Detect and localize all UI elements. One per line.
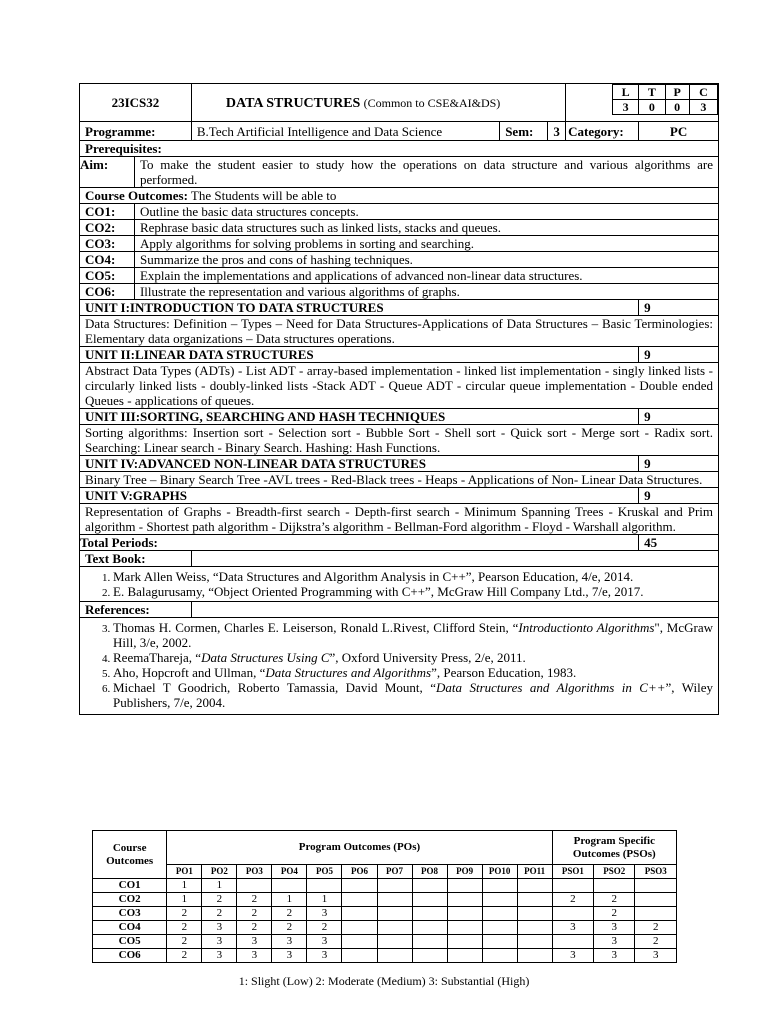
reference-publisher: ”, Oxford University Press, 2/e, 2011. [329, 650, 526, 665]
mapping-value: 3 [272, 949, 307, 963]
unit-hours: 9 [639, 300, 719, 316]
mapping-value: 3 [202, 949, 237, 963]
mapping-row [93, 879, 677, 893]
mapping-legend: 1: Slight (Low) 2: Moderate (Medium) 3: Substantial (High) [238, 974, 530, 988]
mapping-value: 3 [202, 935, 237, 949]
mapping-value: 1 [167, 893, 202, 907]
unit-hours: 9 [639, 347, 719, 363]
mapping-value [412, 879, 447, 893]
unit-content-row [80, 472, 719, 488]
mapping-value [517, 907, 552, 921]
unit-title: UNIT V:GRAPHS [80, 488, 639, 504]
co-header: Course Outcomes [93, 831, 167, 879]
mapping-value: 2 [594, 907, 635, 921]
mapping-value [482, 921, 517, 935]
reference-text: Michael T Goodrich, Roberto Tamassia, David Mount, “ [113, 680, 437, 695]
references-heading: References: [80, 602, 192, 618]
course-outcome-text: Summarize the pros and cons of hashing techniques. [134, 252, 718, 268]
reference-title: Introductionto Algorithms [518, 620, 655, 635]
mapping-value: 3 [307, 907, 342, 921]
reference-title: Data Structures and Algorithms in C++ [436, 680, 666, 695]
pso-header: Program Specific Outcomes (PSOs) [552, 831, 676, 865]
outcome-column-header: PO11 [517, 865, 552, 879]
mapping-value: 1 [307, 893, 342, 907]
mapping-value [342, 907, 377, 921]
mapping-value [237, 879, 272, 893]
reference-item [113, 650, 713, 665]
course-common-note: (Common to CSE&AI&DS) [363, 95, 501, 110]
course-outcome-row [80, 236, 719, 252]
mapping-value [517, 935, 552, 949]
mapping-value [635, 907, 677, 921]
outcome-column-header: PO4 [272, 865, 307, 879]
course-code: 23ICS32 [111, 95, 160, 110]
mapping-value [412, 893, 447, 907]
course-title: DATA STRUCTURES [225, 95, 361, 111]
mapping-value [482, 879, 517, 893]
mapping-value [412, 949, 447, 963]
mapping-value [635, 893, 677, 907]
category-label: Category: [566, 122, 639, 141]
reference-item [113, 680, 713, 710]
mapping-value: 2 [272, 921, 307, 935]
mapping-value [482, 935, 517, 949]
category-value: PC [639, 122, 719, 141]
course-outcome-code: CO1: [80, 204, 135, 220]
mapping-value: 3 [237, 949, 272, 963]
course-outcome-code: CO4: [80, 252, 135, 268]
outcome-column-header: PO5 [307, 865, 342, 879]
mapping-value [342, 893, 377, 907]
mapping-value: 2 [237, 907, 272, 921]
course-outcomes-label: Course Outcomes: [85, 188, 188, 203]
text-book-list [85, 569, 713, 599]
programme-value: B.Tech Artificial Intelligence and Data Science [191, 122, 499, 141]
mapping-value: 1 [202, 879, 237, 893]
mapping-co-label: CO1 [93, 879, 167, 893]
text-book-item: 1. Mark Allen Weiss, “Data Structures and Algorithm Analysis in C++”, Pearson Education, 4/e, 2014. [113, 569, 713, 584]
course-outcome-code: CO3: [80, 236, 135, 252]
total-periods-row [80, 535, 719, 551]
course-outcome-row [80, 252, 719, 268]
sem-value: 3 [548, 122, 566, 141]
ltpc-cell [566, 84, 719, 122]
unit-content: Representation of Graphs - Breadth-first search - Depth-first search - Minimum Spanning Trees - Kruskal and Prim algorithm - Shortest path algorithm - Dijkstra’s algorithm - Bellman-Ford algorithm - Floyd - Warshall algorithm. [80, 504, 719, 535]
course-outcome-row [80, 284, 719, 300]
unit-title: UNIT III:SORTING, SEARCHING AND HASH TECHNIQUES [80, 409, 639, 425]
mapping-value [412, 907, 447, 921]
mapping-value: 2 [167, 935, 202, 949]
outcome-column-header: PSO1 [552, 865, 593, 879]
ltpc-grid [612, 84, 718, 115]
mapping-value: 3 [202, 921, 237, 935]
mapping-value [342, 949, 377, 963]
mapping-value: 1 [167, 879, 202, 893]
course-outcome-code: CO5: [80, 268, 135, 284]
mapping-value [552, 879, 593, 893]
course-outcome-text: Outline the basic data structures concepts. [134, 204, 718, 220]
outcome-column-header: PO1 [167, 865, 202, 879]
mapping-value: 3 [635, 949, 677, 963]
mapping-value [447, 949, 482, 963]
ltpc-value: 3 [613, 100, 639, 115]
ltpc-header: P [665, 85, 689, 100]
mapping-value: 3 [552, 921, 593, 935]
unit-content: Sorting algorithms: Insertion sort - Selection sort - Bubble Sort - Shell sort - Quick sort - Merge sort - Radix sort. Searching: Linear search - Binary Search. Hashing: Hash Functions. [80, 425, 719, 456]
mapping-value: 2 [167, 949, 202, 963]
mapping-value [517, 879, 552, 893]
outcome-column-header: PO2 [202, 865, 237, 879]
mapping-value: 2 [635, 935, 677, 949]
mapping-value [594, 879, 635, 893]
unit-heading-row [80, 300, 719, 316]
outcome-column-header: PSO2 [594, 865, 635, 879]
prerequisites-label: Prerequisites: [80, 141, 719, 157]
mapping-value [517, 921, 552, 935]
text-book-list-cell [80, 567, 719, 602]
mapping-value: 3 [307, 949, 342, 963]
course-outcome-text: Illustrate the representation and various algorithms of graphs. [134, 284, 718, 300]
ltpc-header: T [639, 85, 665, 100]
ltpc-value: 0 [665, 100, 689, 115]
outcome-column-header: PSO3 [635, 865, 677, 879]
reference-title: Data Structures Using C [201, 650, 330, 665]
mapping-value: 1 [272, 893, 307, 907]
unit-content-row [80, 504, 719, 535]
mapping-co-label: CO4 [93, 921, 167, 935]
mapping-value [517, 949, 552, 963]
total-periods-label: Total Periods: [80, 535, 639, 551]
mapping-value: 3 [272, 935, 307, 949]
mapping-row [93, 935, 677, 949]
course-code-cell [80, 84, 192, 122]
course-outcome-text: Explain the implementations and applications of advanced non-linear data structures. [134, 268, 718, 284]
mapping-value: 2 [237, 893, 272, 907]
mapping-value [377, 921, 412, 935]
mapping-value [447, 935, 482, 949]
references-heading-row [80, 602, 719, 618]
course-outcomes-intro: The Students will be able to [187, 188, 337, 203]
co-po-mapping-table [92, 830, 677, 963]
mapping-value [342, 921, 377, 935]
ltpc-header: C [689, 85, 717, 100]
references-heading-blank [191, 602, 718, 618]
mapping-value [307, 879, 342, 893]
mapping-value [482, 893, 517, 907]
reference-list-row [80, 618, 719, 715]
unit-hours: 9 [639, 488, 719, 504]
mapping-value: 2 [552, 893, 593, 907]
reference-list-cell [80, 618, 719, 715]
mapping-co-label: CO5 [93, 935, 167, 949]
ltpc-value: 0 [639, 100, 665, 115]
mapping-value: 2 [307, 921, 342, 935]
mapping-value: 3 [552, 949, 593, 963]
mapping-value: 2 [237, 921, 272, 935]
mapping-value: 3 [594, 935, 635, 949]
mapping-value [377, 935, 412, 949]
mapping-value [552, 907, 593, 921]
mapping-value [272, 879, 307, 893]
reference-text: Thomas H. Cormen, Charles E. Leiserson, Ronald L.Rivest, Clifford Stein, “ [113, 620, 519, 635]
course-outcome-row [80, 268, 719, 284]
unit-content-row [80, 316, 719, 347]
ltpc-value: 3 [689, 100, 717, 115]
text-book-item: 2. E. Balagurusamy, “Object Oriented Programming with C++”, McGraw Hill Company Ltd., 7/e, 2017. [113, 584, 713, 599]
unit-hours: 9 [639, 409, 719, 425]
mapping-value [447, 893, 482, 907]
mapping-co-label: CO3 [93, 907, 167, 921]
mapping-value [342, 935, 377, 949]
outcome-column-header: PO10 [482, 865, 517, 879]
course-outcome-row [80, 220, 719, 236]
mapping-value: 2 [167, 907, 202, 921]
text-book-list-row [80, 567, 719, 602]
mapping-value: 3 [594, 949, 635, 963]
mapping-value: 2 [272, 907, 307, 921]
course-title-cell [191, 84, 565, 122]
outcome-column-header: PO6 [342, 865, 377, 879]
ltpc-header: L [613, 85, 639, 100]
reference-item [113, 665, 713, 680]
mapping-value [377, 907, 412, 921]
mapping-value [412, 921, 447, 935]
reference-list [85, 620, 713, 710]
outcome-column-header: PO9 [447, 865, 482, 879]
mapping-row [93, 949, 677, 963]
mapping-value [552, 935, 593, 949]
mapping-value [447, 921, 482, 935]
mapping-value [482, 907, 517, 921]
unit-heading-row [80, 347, 719, 363]
mapping-co-label: CO6 [93, 949, 167, 963]
sem-label: Sem: [500, 122, 548, 141]
outcome-column-header: PO7 [377, 865, 412, 879]
course-outcome-code: CO6: [80, 284, 135, 300]
column-header-row [93, 865, 677, 879]
text-book-heading: Text Book: [80, 551, 192, 567]
course-outcomes-heading [80, 188, 719, 204]
reference-publisher: ”, Wiley Publishers, 7/e, 2004. [113, 680, 713, 710]
mapping-value: 3 [594, 921, 635, 935]
mapping-value [447, 879, 482, 893]
mapping-value [377, 879, 412, 893]
unit-content-row [80, 425, 719, 456]
mapping-value [635, 879, 677, 893]
mapping-value [377, 949, 412, 963]
text-book-heading-blank [191, 551, 718, 567]
reference-item [113, 620, 713, 650]
mapping-co-label: CO2 [93, 893, 167, 907]
aim-text: To make the student easier to study how the operations on data structure and various algorithms are performed. [134, 157, 718, 188]
mapping-row [93, 921, 677, 935]
mapping-value [412, 935, 447, 949]
course-outcome-row [80, 204, 719, 220]
course-outcome-code: CO2: [80, 220, 135, 236]
unit-content-row [80, 363, 719, 409]
text-book-heading-row [80, 551, 719, 567]
po-header: Program Outcomes (POs) [167, 831, 552, 865]
mapping-value: 2 [202, 893, 237, 907]
unit-title: UNIT IV:ADVANCED NON-LINEAR DATA STRUCTURES [80, 456, 639, 472]
mapping-value: 2 [635, 921, 677, 935]
unit-hours: 9 [639, 456, 719, 472]
mapping-value [447, 907, 482, 921]
programme-label: Programme: [80, 122, 192, 141]
mapping-value: 3 [237, 935, 272, 949]
mapping-value: 2 [594, 893, 635, 907]
reference-title: Data Structures and Algorithms [265, 665, 432, 680]
unit-heading-row [80, 409, 719, 425]
outcome-column-header: PO8 [412, 865, 447, 879]
course-outcome-text: Apply algorithms for solving problems in sorting and searching. [134, 236, 718, 252]
mapping-value: 2 [202, 907, 237, 921]
unit-content: Data Structures: Definition – Types – Need for Data Structures-Applications of Data Structures – Basic Terminologies: Elementary data organizations – Data structures operations. [80, 316, 719, 347]
mapping-value [482, 949, 517, 963]
outcome-column-header: PO3 [237, 865, 272, 879]
mapping-value [342, 879, 377, 893]
reference-text: Aho, Hopcroft and Ullman, “ [113, 665, 266, 680]
mapping-row [93, 907, 677, 921]
aim-label: Aim: [80, 157, 135, 188]
mapping-value [377, 893, 412, 907]
mapping-value [517, 893, 552, 907]
mapping-value: 2 [167, 921, 202, 935]
unit-title: UNIT II:LINEAR DATA STRUCTURES [80, 347, 639, 363]
reference-publisher: ", McGraw Hill, 3/e, 2002. [113, 620, 714, 650]
unit-content: Binary Tree – Binary Search Tree -AVL trees - Red-Black trees - Heaps - Applications of Non- Linear Data Structures. [80, 472, 719, 488]
reference-text: ReemaThareja, “ [113, 650, 202, 665]
unit-heading-row [80, 456, 719, 472]
unit-title: UNIT I:INTRODUCTION TO DATA STRUCTURES [80, 300, 639, 316]
unit-heading-row [80, 488, 719, 504]
total-periods-value: 45 [639, 535, 719, 551]
unit-content: Abstract Data Types (ADTs) - List ADT - array-based implementation - linked list implementation - singly linked lists - circularly linked lists - doubly-linked lists -Stack ADT - Queue ADT - circular queue implementation - Double ended Queues - applications of queues. [80, 363, 719, 409]
syllabus-table [79, 83, 719, 715]
mapping-value: 3 [307, 935, 342, 949]
mapping-row [93, 893, 677, 907]
course-outcome-text: Rephrase basic data structures such as linked lists, stacks and queues. [134, 220, 718, 236]
reference-publisher: ”, Pearson Education, 1983. [431, 665, 577, 680]
